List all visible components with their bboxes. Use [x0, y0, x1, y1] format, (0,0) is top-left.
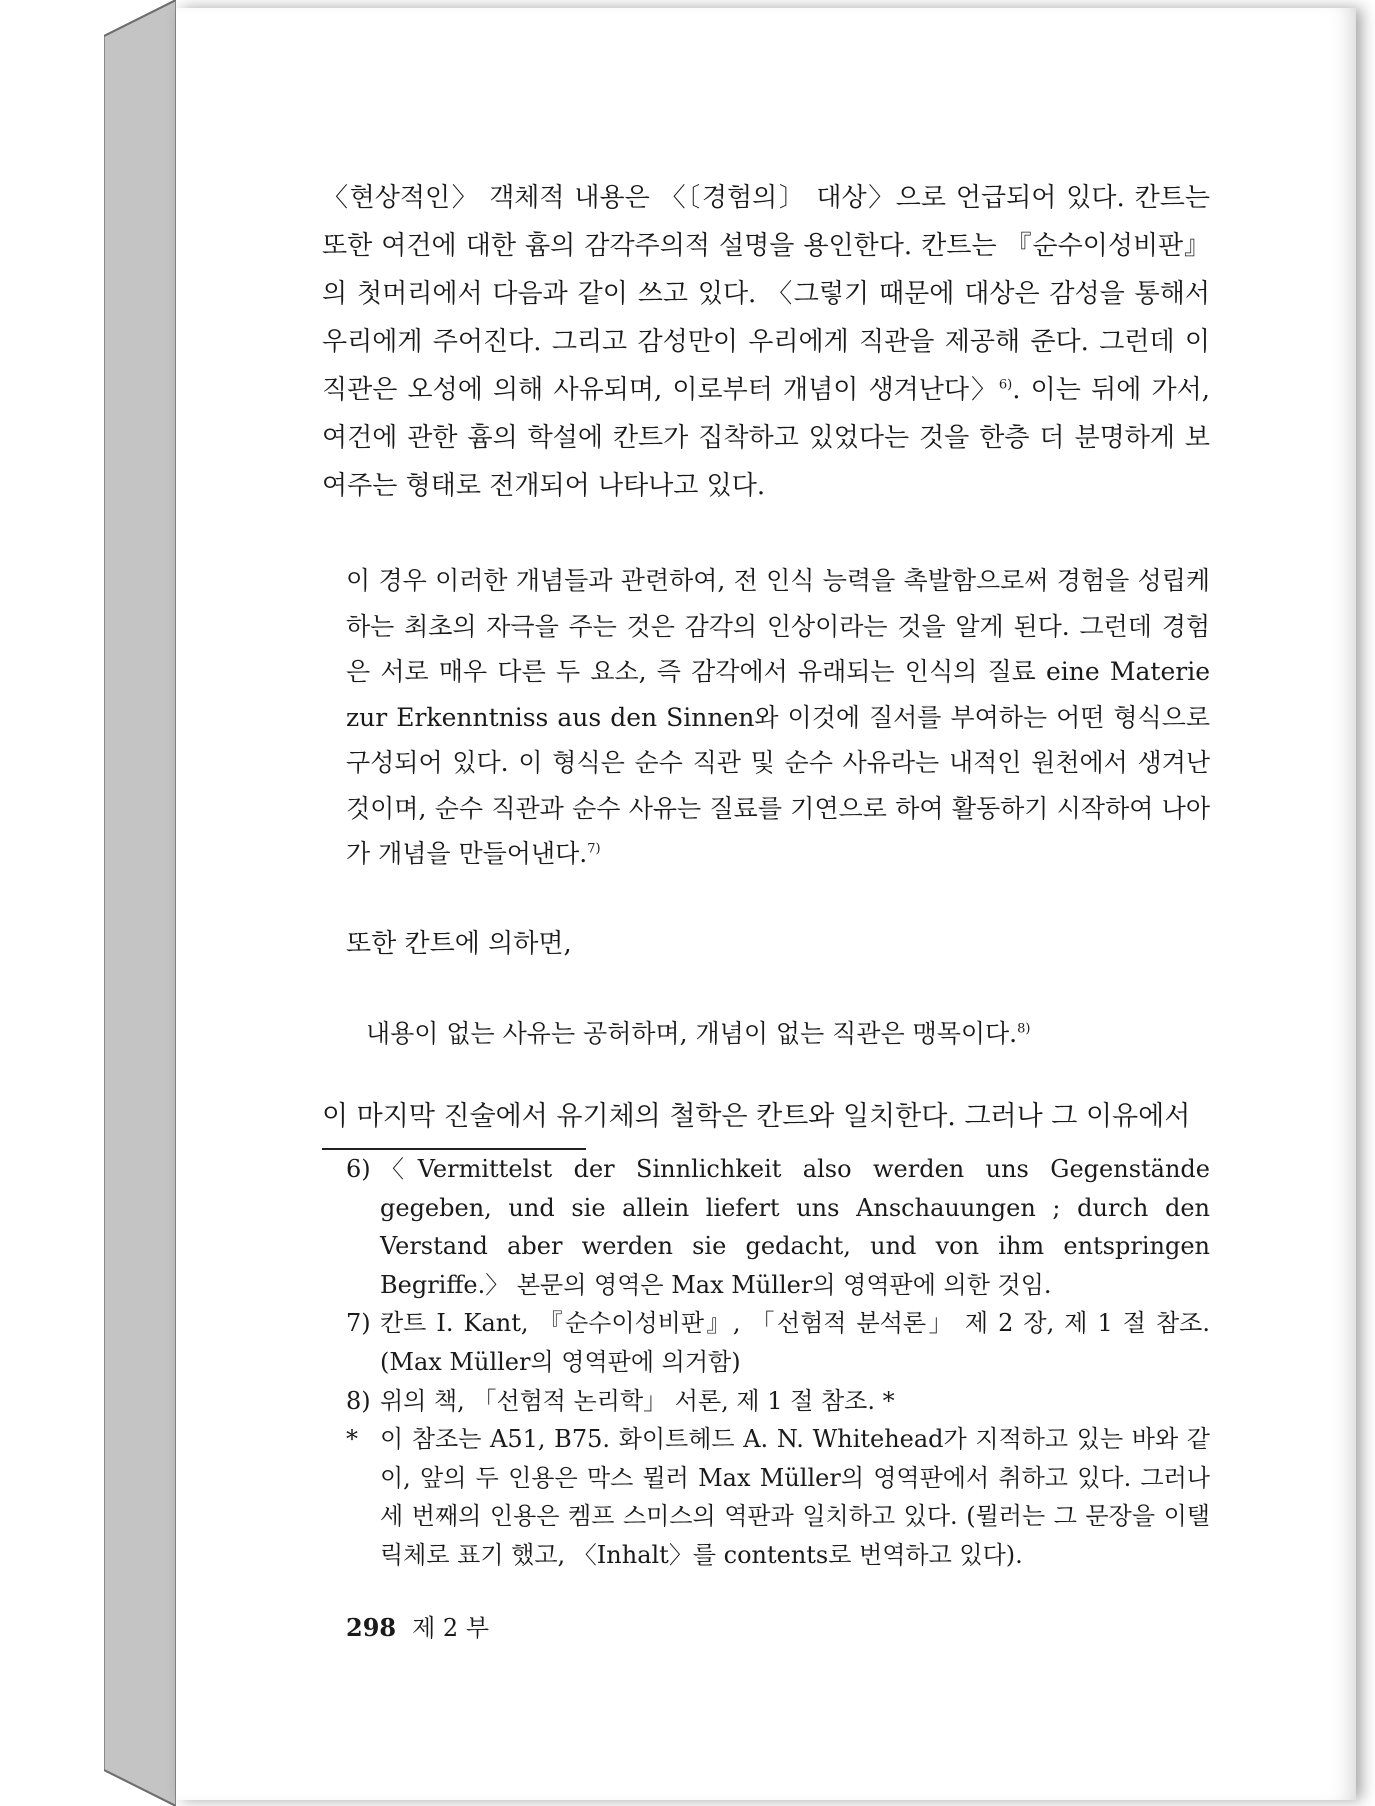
book-spine-edge — [104, 0, 176, 1806]
footnote-text: 이 참조는 A51, B75. 화이트헤드 A. N. Whitehead가 지적하고 있는 바와 같이, 앞의 두 인용은 막스 뮐러 Max Müller의 영역판에서 취하고 있다. 그러나 세 번째의 인용은 켐프 스미스의 역판과 일치하고 있다. (뮐러는 그 문장을 이탤릭체로 표기 했고, 〈Inhalt〉를 contents로 번역하고 있다). — [380, 1425, 1210, 1569]
page-number: 298 — [346, 1613, 397, 1642]
footnote — [346, 1304, 1210, 1381]
footnotes — [346, 1150, 1210, 1575]
page-footer — [346, 1608, 489, 1643]
footnote-mark: * — [346, 1425, 358, 1454]
paragraph-text: . 이는 뒤에 가서, 여건에 관한 흄의 학설에 칸트가 집착하고 있었다는 것을 한층 더 분명하게 보여주는 형태로 전개되어 나타나고 있다. — [322, 375, 1210, 501]
footnote — [346, 1382, 1210, 1421]
block-quote — [366, 1010, 1254, 1058]
paragraph-text: 〈현상적인〉 객체적 내용은 〈〔경험의〕 대상〉으로 언급되어 있다. 칸트는 또한 여건에 대한 흄의 감각주의적 설명을 용인한다. 칸트는 『순수이성비판』의 첫머리에서 다음과 같이 쓰고 있다. 〈그렇기 때문에 대상은 감성을 통해서 우리에게 주어진다. 그리고 감성만이 우리에게 직관을 제공해 준다. 그런데 이 직관은 오성에 의해 사유되며, 이로부터 개념이 생겨난다〉 — [322, 183, 1210, 405]
footnote-text: 〈Vermittelst der Sinnlichkeit also werden uns Gegenstände gegeben, und sie allein liefert uns Anschauungen ; durch den Verstand aber werden sie gedacht, und von ihm entspringen Begriffe.〉 본문의 영역은 Max Müller의 영역판에 의한 것임. — [380, 1155, 1210, 1299]
footnote — [346, 1420, 1210, 1574]
book-page — [176, 8, 1356, 1800]
footnote-ref: 7) — [587, 841, 601, 857]
body-paragraph: 이 마지막 진술에서 유기체의 철학은 칸트와 일치한다. 그러나 그 이유에서 — [322, 1101, 1191, 1132]
block-quote — [346, 558, 1210, 877]
quote-text: 내용이 없는 사유는 공허하며, 개념이 없는 직관은 맹목이다. — [366, 1019, 1018, 1048]
footnote-mark: 6) — [346, 1155, 371, 1183]
part-label: 제 2 부 — [412, 1614, 490, 1642]
footnote-mark: 7) — [346, 1309, 371, 1338]
footnote-ref: 6) — [998, 377, 1013, 393]
footnote-text: 칸트 I. Kant, 『순수이성비판』, 「선험적 분석론」 제 2 장, 제 1 절 참조. (Max Müller의 영역판에 의거함) — [380, 1309, 1210, 1376]
footnote-text: 위의 책, 「선험적 논리학」 서론, 제 1 절 참조. * — [380, 1386, 895, 1415]
footnote-mark: 8) — [346, 1386, 371, 1415]
body-paragraph — [322, 174, 1210, 510]
footnote-ref: 8) — [1017, 1021, 1031, 1037]
quote-text: 이 경우 이러한 개념들과 관련하여, 전 인식 능력을 촉발함으로써 경험을 성립케 하는 최초의 자극을 주는 것은 감각의 인상이라는 것을 알게 된다. 그런데 경험은 서로 매우 다른 두 요소, 즉 감각에서 유래되는 인식의 질료 eine Materie zur Erkenntniss aus den Sinnen와 이것에 질서를 부여하는 어떤 형식으로 구성되어 있다. 이 형식은 순수 직관 및 순수 사유라는 내적인 원천에서 생겨난 것이며, 순수 직관과 순수 사유는 질료를 기연으로 하여 활동하기 시작하여 나아가 개념을 만들어낸다. — [346, 566, 1210, 868]
body-paragraph: 또한 칸트에 의하면, — [346, 929, 572, 959]
footnote — [346, 1150, 1210, 1304]
